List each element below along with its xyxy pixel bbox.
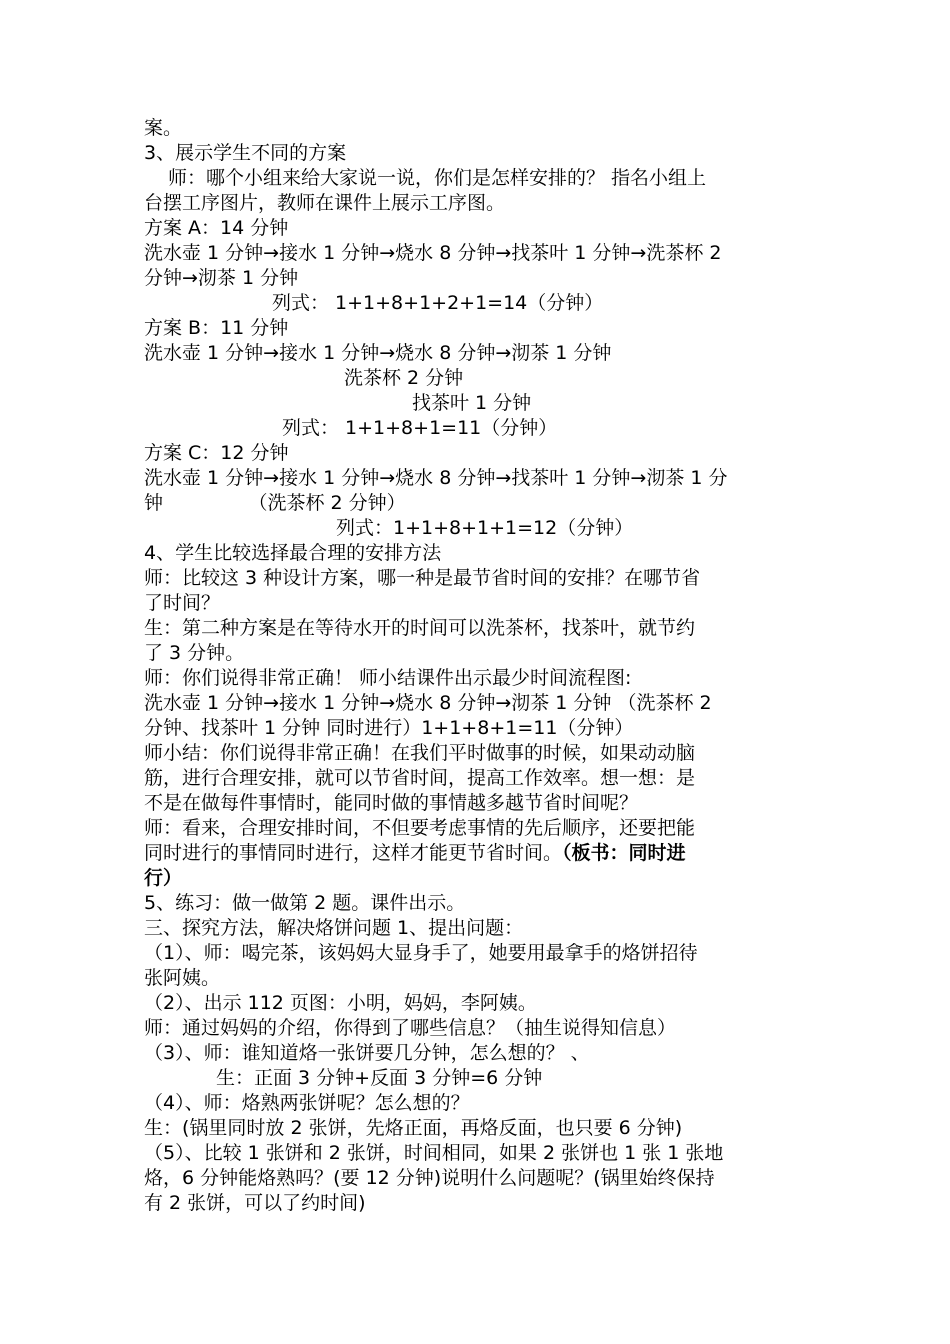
text-line-content: （3）、师：谁知道烙一张饼要几分钟，怎么想的？ 、: [144, 1042, 590, 1064]
text-line-content: 同时进行的事情同时进行，这样才能更节省时间。: [144, 842, 563, 864]
text-line: [144, 166, 810, 191]
text-line: [144, 1091, 810, 1116]
text-line: [144, 916, 810, 941]
text-line-content: 师：看来，合理安排时间，不但要考虑事情的先后顺序，还要把能: [144, 817, 696, 839]
text-line-content: 列式： 1+1+8+1+2+1=14（分钟）: [272, 292, 604, 314]
text-line: [144, 891, 810, 916]
text-line-content: 找茶叶 1 分钟: [412, 392, 532, 414]
text-line-content: 三、探究方法，解决烙饼问题 1、提出问题：: [144, 917, 524, 939]
text-line: [144, 191, 810, 216]
text-line-content: 师小结：你们说得非常正确！在我们平时做事的时候，如果动动脑: [144, 742, 696, 764]
text-line-content: 洗水壶 1 分钟→接水 1 分钟→烧水 8 分钟→沏茶 1 分钟: [144, 342, 612, 364]
text-line-content: 有 2 张饼，可以了约时间): [144, 1192, 366, 1214]
text-line-content: 5、练习：做一做第 2 题。课件出示。: [144, 892, 466, 914]
text-line: [144, 366, 810, 391]
text-line-content: （1）、师：喝完茶，该妈妈大显身手了，她要用最拿手的烙饼招待: [144, 942, 698, 964]
text-line: [144, 216, 810, 241]
bold-annotation: 行）: [144, 867, 183, 889]
text-line-content: 洗水壶 1 分钟→接水 1 分钟→烧水 8 分钟→找茶叶 1 分钟→沏茶 1 分: [144, 467, 728, 489]
text-line: [144, 591, 810, 616]
text-line: [144, 666, 810, 691]
text-line: [144, 391, 810, 416]
text-line: [144, 491, 810, 516]
text-line-content: 案。: [144, 117, 183, 139]
bold-annotation: （板书：同时进: [562, 842, 686, 864]
text-line: [144, 266, 810, 291]
text-line-content: （4）、师：烙熟两张饼呢？怎么想的？: [144, 1092, 470, 1114]
text-line-content: 分钟→沏茶 1 分钟: [144, 267, 299, 289]
text-line: [144, 966, 810, 991]
text-line-content: 列式：1+1+8+1+1=12（分钟）: [336, 517, 634, 539]
text-line-content: 生：(锅里同时放 2 张饼，先烙正面，再烙反面，也只要 6 分钟): [144, 1117, 683, 1139]
text-line-content: 张阿姨。: [144, 967, 221, 989]
text-line: [144, 416, 810, 441]
text-line: [144, 466, 810, 491]
text-line-content: 方案 B：11 分钟: [144, 317, 289, 339]
text-line: [144, 1141, 810, 1166]
text-line: [144, 991, 810, 1016]
text-line-content: 不是在做每件事情时，能同时做的事情越多越节省时间呢？: [144, 792, 639, 814]
text-line-content: （2）、出示 112 页图：小明，妈妈，李阿姨。: [144, 992, 537, 1014]
text-line-content: 列式： 1+1+8+1=11（分钟）: [282, 417, 558, 439]
text-line-content: 师：哪个小组来给大家说一说，你们是怎样安排的？ 指名小组上: [168, 167, 707, 189]
text-line: [144, 1041, 810, 1066]
text-line: [144, 541, 810, 566]
text-line: [144, 691, 810, 716]
text-line: [144, 1016, 810, 1041]
text-line: [144, 441, 810, 466]
text-line-content: 方案 C：12 分钟: [144, 442, 289, 464]
text-line-content: 生：第二种方案是在等待水开的时间可以洗茶杯，找茶叶，就节约: [144, 617, 696, 639]
text-line: [144, 841, 810, 866]
text-line: [144, 516, 810, 541]
text-line-content: 洗水壶 1 分钟→接水 1 分钟→烧水 8 分钟→沏茶 1 分钟 （洗茶杯 2: [144, 692, 712, 714]
text-line: [144, 1191, 810, 1216]
text-line: [144, 1066, 810, 1091]
text-line-content: 烙，6 分钟能烙熟吗？(要 12 分钟)说明什么问题呢？(锅里始终保持: [144, 1167, 715, 1189]
text-line: [144, 1166, 810, 1191]
text-line: [144, 241, 810, 266]
text-line-content: 师：通过妈妈的介绍，你得到了哪些信息？（抽生说得知信息）: [144, 1017, 677, 1039]
text-line-content: 4、学生比较选择最合理的安排方法: [144, 542, 442, 564]
text-line-content: 师：比较这 3 种设计方案，哪一种是最节省时间的安排？在哪节省: [144, 567, 701, 589]
text-line-content: （5）、比较 1 张饼和 2 张饼，时间相同，如果 2 张饼也 1 张 1 张地: [144, 1142, 724, 1164]
text-line: [144, 741, 810, 766]
text-line: [144, 316, 810, 341]
text-line: [144, 566, 810, 591]
text-line: [144, 716, 810, 741]
text-line-content: 台摆工序图片，教师在课件上展示工序图。: [144, 192, 506, 214]
text-line-content: 方案 A：14 分钟: [144, 217, 289, 239]
text-line: [144, 1116, 810, 1141]
text-line: [144, 816, 810, 841]
text-line: [144, 641, 810, 666]
text-line-content: 了时间？: [144, 592, 221, 614]
text-line-content: 3、展示学生不同的方案: [144, 142, 347, 164]
text-line: [144, 341, 810, 366]
text-line: [144, 616, 810, 641]
text-line-content: 生：正面 3 分钟+反面 3 分钟=6 分钟: [216, 1067, 543, 1089]
text-line-content: 洗茶杯 2 分钟: [344, 367, 464, 389]
text-line-content: 分钟、找茶叶 1 分钟 同时进行）1+1+8+1=11（分钟）: [144, 717, 634, 739]
text-line-content: 了 3 分钟。: [144, 642, 245, 664]
text-line-content: 师：你们说得非常正确！ 师小结课件出示最少时间流程图:: [144, 667, 632, 689]
text-line: [144, 941, 810, 966]
text-line: [144, 291, 810, 316]
text-line-content: 洗水壶 1 分钟→接水 1 分钟→烧水 8 分钟→找茶叶 1 分钟→洗茶杯 2: [144, 242, 722, 264]
text-line-content: 钟 （洗茶杯 2 分钟）: [144, 492, 406, 514]
text-line: [144, 766, 810, 791]
text-line: [144, 141, 810, 166]
text-line: [144, 866, 810, 891]
text-line: [144, 116, 810, 141]
text-line: [144, 791, 810, 816]
text-line-content: 筋，进行合理安排，就可以节省时间，提高工作效率。想一想：是: [144, 767, 696, 789]
document-body: [144, 116, 810, 1216]
